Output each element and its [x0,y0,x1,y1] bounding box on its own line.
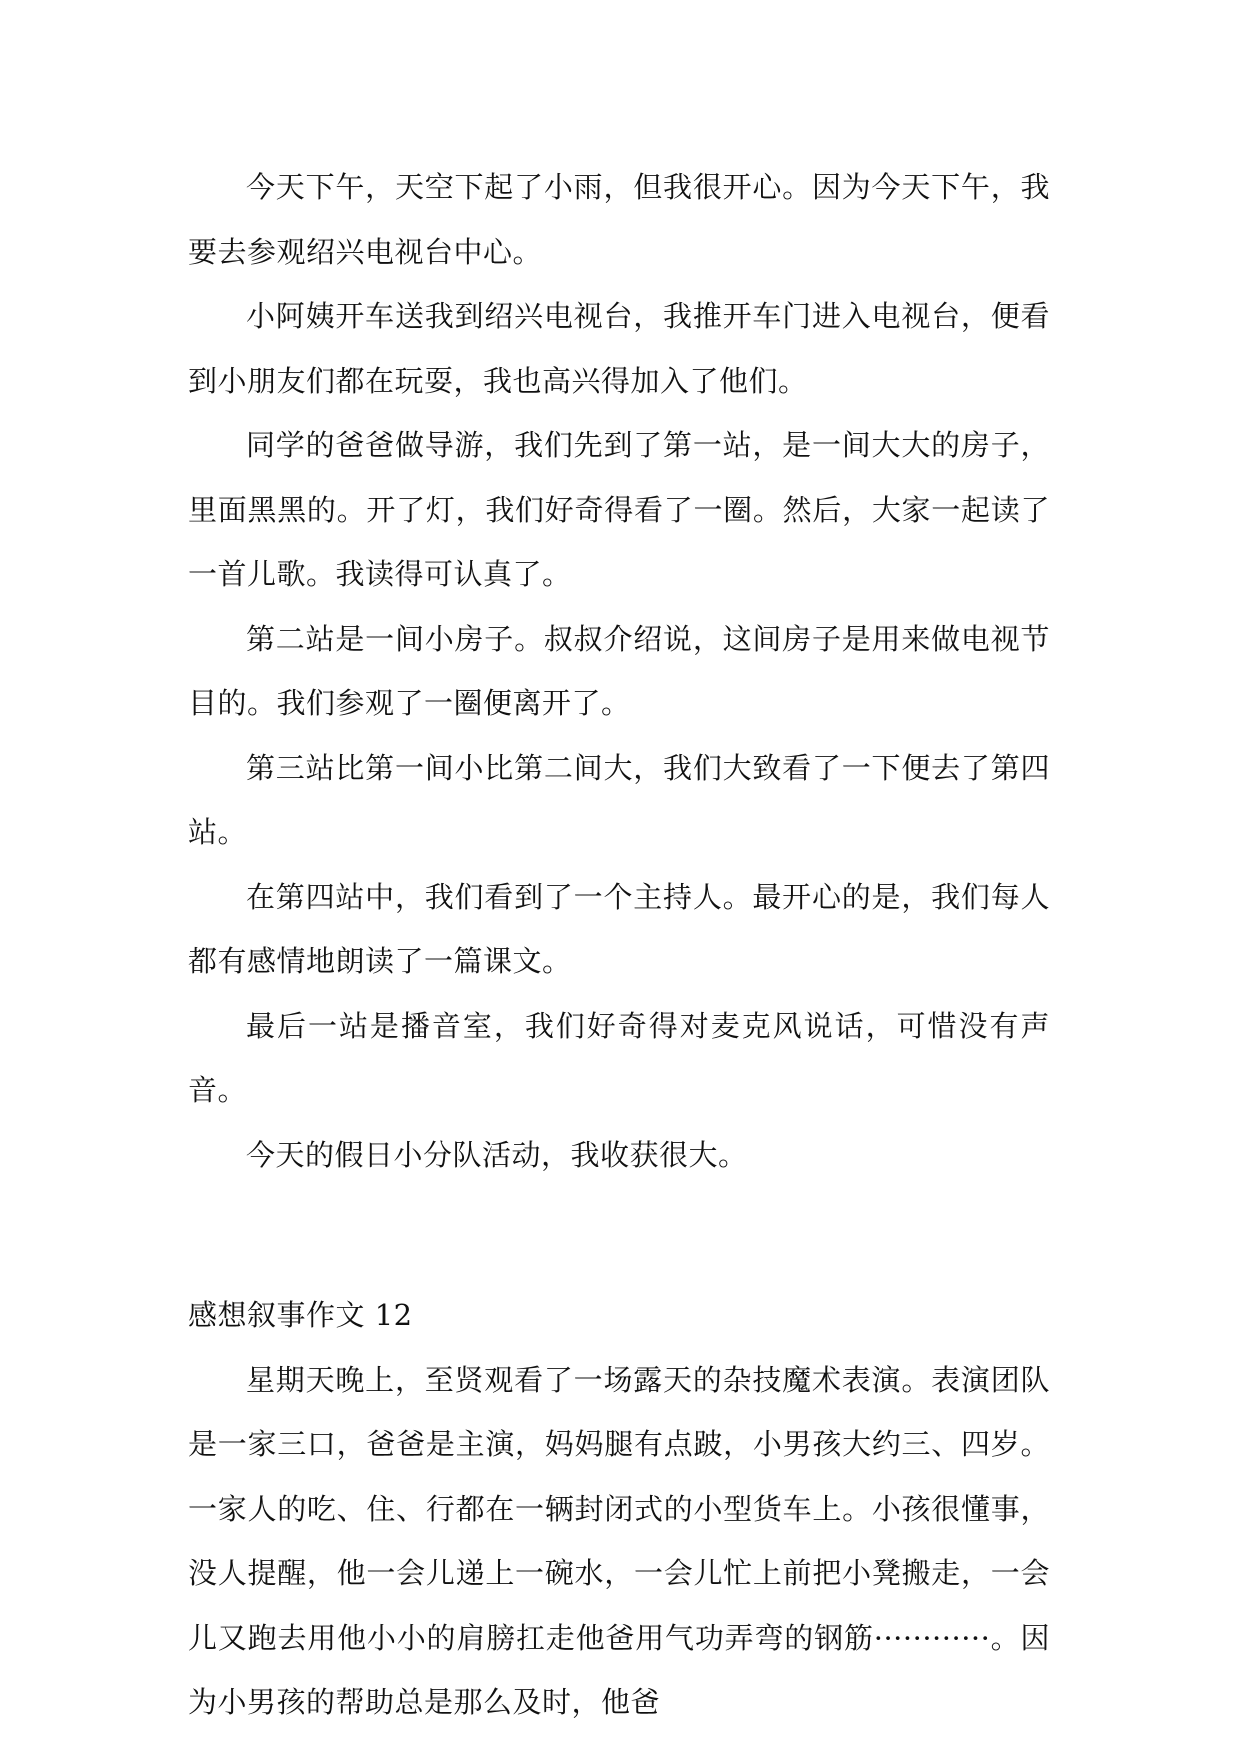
document-body [188,155,1050,1735]
paragraph: 最后一站是播音室，我们好奇得对麦克风说话，可惜没有声音。 [188,1008,1050,1107]
paragraph: 今天下午，天空下起了小雨，但我很开心。因为今天下午，我要去参观绍兴电视台中心。 [188,170,1050,269]
section-title: 感想叙事作文 12 [188,1298,413,1332]
paragraph: 第二站是一间小房子。叔叔介绍说，这间房子是用来做电视节目的。我们参观了一圈便离开了。 [188,621,1050,720]
paragraph: 今天的假日小分队活动，我收获很大。 [246,1137,748,1172]
paragraph: 小阿姨开车送我到绍兴电视台，我推开车门进入电视台，便看到小朋友们都在玩耍，我也高兴得加入了他们。 [188,299,1050,398]
paragraph: 在第四站中，我们看到了一个主持人。最开心的是，我们每人都有感情地朗读了一篇课文。 [188,879,1050,978]
paragraph: 同学的爸爸做导游，我们先到了第一站，是一间大大的房子，里面黑黑的。开了灯，我们好奇得看了一圈。然后，大家一起读了一首儿歌。我读得可认真了。 [188,428,1050,591]
paragraph: 第三站比第一间小比第二间大，我们大致看了一下便去了第四站。 [188,750,1050,849]
section-gap [188,1187,1050,1283]
paragraph: 星期天晚上，至贤观看了一场露天的杂技魔术表演。表演团队是一家三口，爸爸是主演，妈妈腿有点跛，小男孩大约三、四岁。一家人的吃、住、行都在一辆封闭式的小型货车上。小孩很懂事，没人提醒，他一会儿递上一碗水，一会儿忙上前把小凳搬走，一会儿又跑去用他小小的肩膀扛走他爸用气功弄弯的钢筋············。因为小男孩的帮助总是那么及时，他爸 [188,1362,1050,1719]
